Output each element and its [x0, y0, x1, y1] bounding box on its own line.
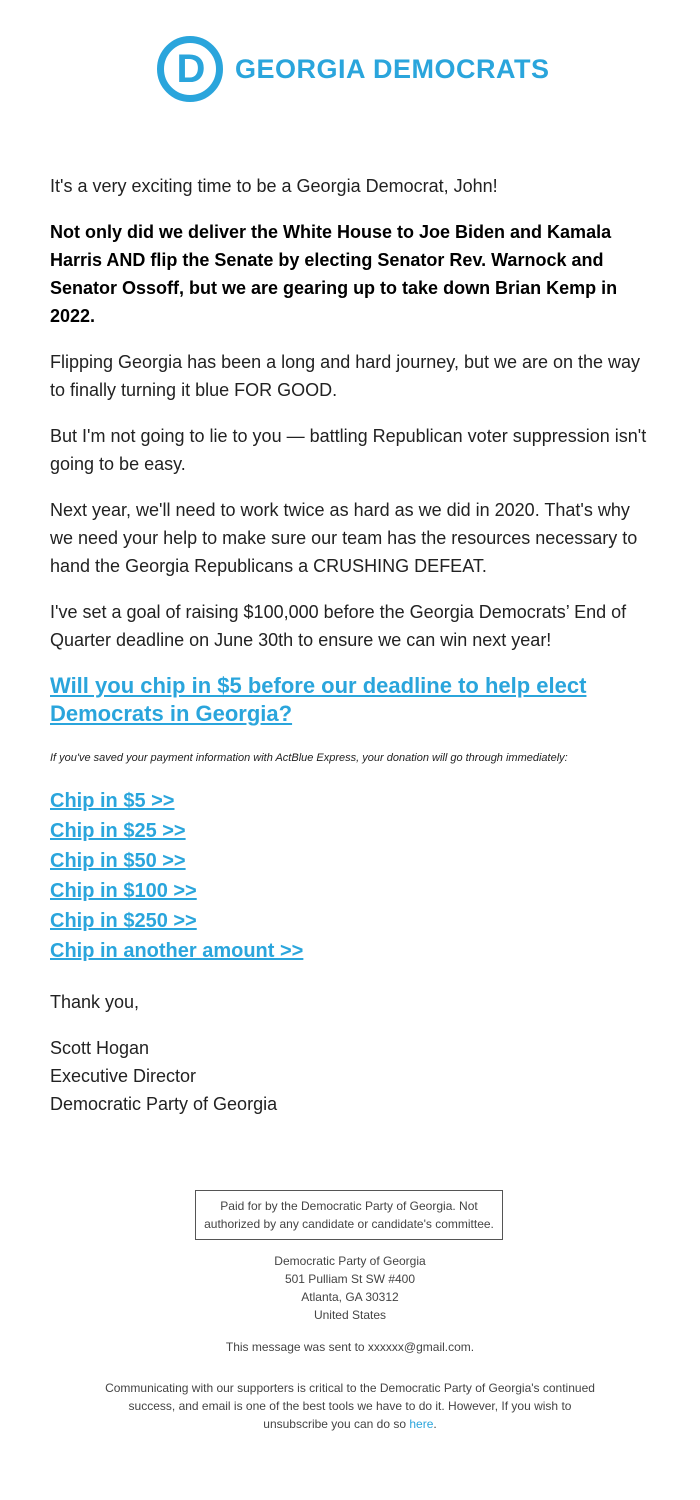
logo-d-icon — [157, 36, 223, 102]
paragraph: But I'm not going to lie to you — battling Republican voter suppression isn't going to be easy. — [50, 426, 647, 474]
paragraph: Next year, we'll need to work twice as hard as we did in 2020. That's why we need your help to make sure our team has the resources necessary to hand the Georgia Republicans a CRUSHING DEFEAT. — [50, 500, 638, 576]
signature-name: Scott Hogan — [50, 1038, 150, 1058]
chip-in-5-link[interactable]: Chip in $5 >> — [50, 790, 175, 812]
email-body — [50, 172, 650, 1118]
signature — [50, 1034, 650, 1118]
unsubscribe-link[interactable]: here — [409, 1417, 434, 1431]
chip-in-25-link[interactable]: Chip in $25 >> — [50, 820, 186, 842]
signature-org: Democratic Party of Georgia — [50, 1094, 278, 1114]
closing: Thank you, — [50, 992, 140, 1012]
donate-headline-link[interactable]: Will you chip in $5 before our deadline to help elect Democrats in Georgia? — [50, 673, 587, 726]
address-org: Democratic Party of Georgia — [274, 1254, 426, 1268]
paid-for-disclaimer: Paid for by the Democratic Party of Georgia. Not authorized by any candidate or candidate's committee. — [195, 1190, 503, 1240]
unsubscribe-text: Communicating with our supporters is critical to the Democratic Party of Georgia's continued success, and email is one of the best tools we have to do it. However, If you wish to unsubscribe you can do so — [105, 1381, 595, 1431]
chip-in-250-link[interactable]: Chip in $250 >> — [50, 910, 197, 932]
paragraph: Flipping Georgia has been a long and hard journey, but we are on the way to finally turning it blue FOR GOOD. — [50, 352, 641, 400]
mailing-address — [0, 1252, 700, 1324]
unsubscribe-notice — [100, 1379, 600, 1433]
unsubscribe-end: . — [433, 1417, 437, 1431]
logo-letter: D — [176, 47, 206, 91]
chip-in-50-link[interactable]: Chip in $50 >> — [50, 850, 186, 872]
greeting: It's a very exciting time to be a Georgia Democrat, John! — [50, 176, 498, 196]
actblue-express-note: If you've saved your payment information with ActBlue Express, your donation will go through immediately: — [50, 752, 568, 764]
address-street: 501 Pulliam St SW #400 — [284, 1272, 416, 1286]
sent-to-notice: This message was sent to xxxxxx@gmail.com. — [225, 1340, 475, 1354]
logo[interactable] — [157, 36, 550, 102]
header — [0, 36, 700, 104]
donation-links — [50, 786, 650, 966]
address-city: Atlanta, GA 30312 — [301, 1290, 399, 1304]
signature-title: Executive Director — [50, 1066, 197, 1086]
address-country: United States — [313, 1308, 387, 1322]
logo-text: GEORGIA DEMOCRATS — [235, 53, 550, 84]
chip-in-100-link[interactable]: Chip in $100 >> — [50, 880, 197, 902]
chip-in-other-link[interactable]: Chip in another amount >> — [50, 940, 304, 962]
paragraph: I've set a goal of raising $100,000 before the Georgia Democrats’ End of Quarter deadline on June 30th to ensure we can win next year! — [50, 602, 627, 650]
bold-paragraph: Not only did we deliver the White House to Joe Biden and Kamala Harris AND flip the Senate by electing Senator Rev. Warnock and Senator Ossoff, but we are gearing up to take down Brian Kemp in 2022. — [50, 222, 618, 326]
